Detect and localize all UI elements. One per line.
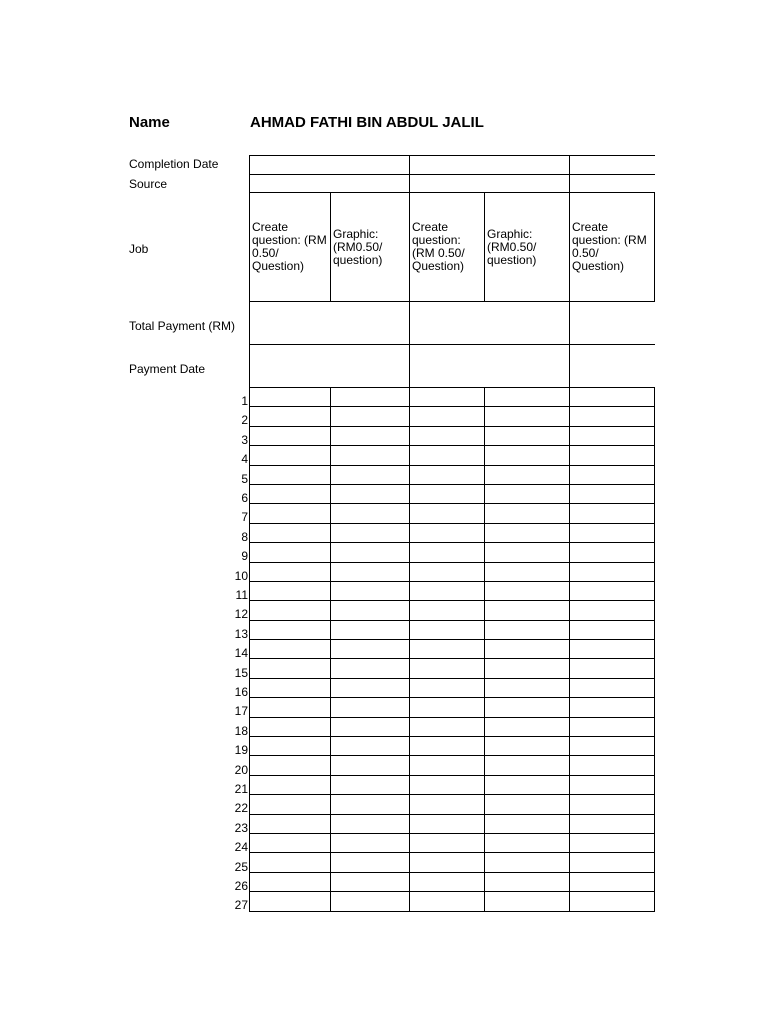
entry-cell[interactable] — [485, 814, 570, 833]
entry-cell[interactable] — [410, 698, 485, 717]
row-number: 20 — [234, 762, 248, 777]
entry-cell[interactable] — [250, 795, 331, 814]
entry-cell[interactable] — [570, 737, 655, 756]
entry-cell[interactable] — [485, 446, 570, 465]
entry-cell[interactable] — [331, 833, 410, 852]
total-payment-cell[interactable] — [250, 302, 410, 345]
entry-cell[interactable] — [250, 775, 331, 794]
entry-cell[interactable] — [485, 581, 570, 600]
entry-cell[interactable] — [331, 465, 410, 484]
entry-cell[interactable] — [331, 446, 410, 465]
table-row — [250, 659, 655, 678]
table-row — [250, 892, 655, 911]
entry-cell[interactable] — [570, 872, 655, 891]
payment-date-row — [250, 345, 655, 388]
entry-cell[interactable] — [250, 756, 331, 775]
row-number: 5 — [241, 471, 248, 486]
entry-cell[interactable] — [250, 659, 331, 678]
entry-cell[interactable] — [410, 407, 485, 426]
table-row — [250, 737, 655, 756]
entry-cell[interactable] — [250, 678, 331, 697]
table-row — [250, 756, 655, 775]
entry-cell[interactable] — [570, 562, 655, 581]
row-number: 9 — [241, 549, 248, 564]
source-row — [250, 175, 655, 193]
entry-cell[interactable] — [250, 581, 331, 600]
entry-cell[interactable] — [485, 775, 570, 794]
table-row — [250, 388, 655, 407]
entry-cell[interactable] — [410, 388, 485, 407]
entry-cell[interactable] — [331, 892, 410, 911]
table-row — [250, 872, 655, 891]
table-row — [250, 620, 655, 639]
entry-cell[interactable] — [410, 814, 485, 833]
row-number: 12 — [234, 607, 248, 622]
entry-cell[interactable] — [250, 523, 331, 542]
entry-cell[interactable] — [331, 504, 410, 523]
job-column-header: Create question: (RM 0.50/ Question) — [250, 193, 331, 302]
name-label: Name — [129, 114, 170, 131]
table-row — [250, 717, 655, 736]
entry-cell[interactable] — [410, 562, 485, 581]
entry-cell[interactable] — [570, 775, 655, 794]
entry-cell[interactable] — [331, 523, 410, 542]
entry-cell[interactable] — [570, 407, 655, 426]
entry-cell[interactable] — [570, 543, 655, 562]
entry-cell[interactable] — [410, 795, 485, 814]
entry-cell[interactable] — [331, 562, 410, 581]
entry-cell[interactable] — [410, 620, 485, 639]
entry-cell[interactable] — [331, 795, 410, 814]
entry-cell[interactable] — [331, 756, 410, 775]
table-row — [250, 795, 655, 814]
entry-cell[interactable] — [485, 407, 570, 426]
entry-cell[interactable] — [485, 388, 570, 407]
entry-cell[interactable] — [485, 504, 570, 523]
entry-cell[interactable] — [250, 446, 331, 465]
entry-cell[interactable] — [485, 717, 570, 736]
row-number: 27 — [234, 898, 248, 913]
table-row — [250, 833, 655, 852]
entry-cell[interactable] — [570, 504, 655, 523]
payment-grid — [249, 155, 655, 912]
entry-cell[interactable] — [250, 814, 331, 833]
entry-cell[interactable] — [570, 523, 655, 542]
entry-cell[interactable] — [410, 426, 485, 445]
entry-cell[interactable] — [250, 388, 331, 407]
entry-cell[interactable] — [485, 562, 570, 581]
entry-cell[interactable] — [410, 678, 485, 697]
table-row — [250, 775, 655, 794]
row-number: 1 — [241, 394, 248, 408]
row-number: 7 — [241, 510, 248, 525]
table-row — [250, 446, 655, 465]
table-row — [250, 601, 655, 620]
entry-cell[interactable] — [331, 426, 410, 445]
entry-cell[interactable] — [570, 465, 655, 484]
entry-cell[interactable] — [250, 872, 331, 891]
entry-cell[interactable] — [570, 717, 655, 736]
payment-date-label: Payment Date — [129, 362, 206, 376]
entry-cell[interactable] — [570, 601, 655, 620]
entry-cell[interactable] — [570, 892, 655, 911]
entry-cell[interactable] — [410, 892, 485, 911]
entry-cell[interactable] — [570, 795, 655, 814]
entry-cell[interactable] — [331, 775, 410, 794]
entry-cell[interactable] — [331, 407, 410, 426]
row-number: 14 — [234, 646, 248, 661]
entry-cell[interactable] — [570, 833, 655, 852]
table-row — [250, 543, 655, 562]
entry-cell[interactable] — [485, 872, 570, 891]
source-label: Source — [129, 177, 168, 191]
job-row — [250, 193, 655, 302]
entry-cell[interactable] — [250, 543, 331, 562]
entry-cell[interactable] — [485, 601, 570, 620]
entry-cell[interactable] — [570, 446, 655, 465]
entry-cell[interactable] — [485, 833, 570, 852]
completion-date-label: Completion Date — [129, 157, 219, 171]
payment-date-cell[interactable] — [570, 345, 655, 388]
row-number: 21 — [234, 782, 248, 796]
completion-date-cell[interactable] — [410, 156, 570, 175]
entry-cell[interactable] — [570, 698, 655, 717]
row-number: 26 — [234, 879, 248, 893]
job-column-header: Graphic: (RM0.50/ question) — [331, 193, 410, 302]
entry-cell[interactable] — [485, 659, 570, 678]
entry-cell[interactable] — [410, 446, 485, 465]
payment-date-cell[interactable] — [250, 345, 410, 388]
entry-cell[interactable] — [570, 484, 655, 503]
entry-cell[interactable] — [410, 601, 485, 620]
row-number: 11 — [235, 588, 248, 602]
completion-date-row — [250, 156, 655, 175]
entry-cell[interactable] — [331, 388, 410, 407]
entry-cell[interactable] — [485, 640, 570, 659]
entry-cell[interactable] — [485, 756, 570, 775]
entry-cell[interactable] — [250, 717, 331, 736]
row-number: 8 — [241, 529, 248, 544]
entry-cell[interactable] — [570, 814, 655, 833]
entry-cell[interactable] — [485, 853, 570, 872]
entry-cell[interactable] — [570, 659, 655, 678]
row-number: 19 — [234, 743, 248, 758]
entry-cell[interactable] — [331, 581, 410, 600]
entry-cell[interactable] — [485, 465, 570, 484]
entry-cell[interactable] — [570, 678, 655, 697]
entry-cell[interactable] — [570, 426, 655, 445]
row-number: 4 — [241, 452, 248, 467]
entry-cell[interactable] — [250, 562, 331, 581]
row-number: 10 — [234, 568, 248, 583]
entry-cell[interactable] — [410, 581, 485, 600]
entry-cell[interactable] — [250, 853, 331, 872]
row-number: 6 — [241, 491, 248, 505]
entry-cell[interactable] — [331, 543, 410, 562]
entry-cell[interactable] — [250, 737, 331, 756]
entry-cell[interactable] — [410, 737, 485, 756]
entry-cell[interactable] — [485, 678, 570, 697]
source-cell[interactable] — [410, 175, 570, 193]
source-cell[interactable] — [250, 175, 410, 193]
entry-cell[interactable] — [331, 484, 410, 503]
table-row — [250, 581, 655, 600]
payment-date-cell[interactable] — [410, 345, 570, 388]
entry-cell[interactable] — [250, 504, 331, 523]
entry-cell[interactable] — [331, 678, 410, 697]
table-row — [250, 407, 655, 426]
table-row — [250, 523, 655, 542]
entry-cell[interactable] — [331, 872, 410, 891]
entry-cell[interactable] — [250, 698, 331, 717]
entry-cell[interactable] — [410, 717, 485, 736]
entry-cell[interactable] — [485, 426, 570, 445]
entry-cell[interactable] — [250, 640, 331, 659]
completion-date-cell[interactable] — [570, 156, 655, 175]
entry-cell[interactable] — [331, 717, 410, 736]
entry-cell[interactable] — [331, 698, 410, 717]
entry-cell[interactable] — [410, 853, 485, 872]
job-column-header: Graphic: (RM0.50/ question) — [485, 193, 570, 302]
entry-cell[interactable] — [250, 892, 331, 911]
entry-cell[interactable] — [485, 484, 570, 503]
table-row — [250, 698, 655, 717]
entry-cell[interactable] — [250, 465, 331, 484]
entry-cell[interactable] — [331, 737, 410, 756]
entry-cell[interactable] — [410, 640, 485, 659]
job-label: Job — [129, 242, 149, 256]
entry-cell[interactable] — [250, 484, 331, 503]
entry-cell[interactable] — [410, 833, 485, 852]
entry-cell[interactable] — [331, 853, 410, 872]
entry-cell[interactable] — [410, 484, 485, 503]
completion-date-cell[interactable] — [250, 156, 410, 175]
entry-cell[interactable] — [250, 426, 331, 445]
entry-cell[interactable] — [410, 659, 485, 678]
entry-cell[interactable] — [410, 756, 485, 775]
entry-cell[interactable] — [410, 872, 485, 891]
entry-cell[interactable] — [485, 543, 570, 562]
entry-cell[interactable] — [570, 640, 655, 659]
table-row — [250, 853, 655, 872]
row-number: 22 — [234, 801, 248, 816]
entry-cell[interactable] — [250, 407, 331, 426]
entry-cell[interactable] — [485, 523, 570, 542]
entry-cell[interactable] — [485, 698, 570, 717]
table-row — [250, 562, 655, 581]
entry-cell[interactable] — [331, 620, 410, 639]
row-number: 16 — [234, 685, 248, 699]
total-payment-label: Total Payment (RM) — [129, 319, 236, 333]
entry-cell[interactable] — [570, 581, 655, 600]
table-row — [250, 465, 655, 484]
total-payment-cell[interactable] — [570, 302, 655, 345]
table-row — [250, 426, 655, 445]
total-payment-row — [250, 302, 655, 345]
row-number: 3 — [241, 432, 248, 447]
entry-cell[interactable] — [250, 620, 331, 639]
entry-cell[interactable] — [331, 640, 410, 659]
job-column-header: Create question: (RM 0.50/ Question) — [410, 193, 485, 302]
entry-cell[interactable] — [485, 892, 570, 911]
entry-cell[interactable] — [570, 853, 655, 872]
table-row — [250, 504, 655, 523]
entry-cell[interactable] — [410, 504, 485, 523]
entry-cell[interactable] — [410, 543, 485, 562]
table-row — [250, 640, 655, 659]
row-number: 18 — [234, 723, 248, 738]
row-number: 15 — [234, 665, 248, 680]
row-number: 25 — [234, 859, 248, 874]
table-row — [250, 484, 655, 503]
entry-cell[interactable] — [331, 659, 410, 678]
entry-cell[interactable] — [331, 814, 410, 833]
row-number: 23 — [234, 820, 248, 835]
entry-cell[interactable] — [250, 833, 331, 852]
table-row — [250, 814, 655, 833]
entry-cell[interactable] — [410, 523, 485, 542]
row-number: 13 — [234, 626, 248, 641]
entry-cell[interactable] — [250, 601, 331, 620]
entry-cell[interactable] — [570, 620, 655, 639]
entry-cell[interactable] — [570, 388, 655, 407]
row-number: 24 — [234, 840, 248, 855]
entry-cell[interactable] — [485, 620, 570, 639]
entry-cell[interactable] — [485, 795, 570, 814]
row-number: 17 — [234, 704, 248, 719]
name-value: AHMAD FATHI BIN ABDUL JALIL — [250, 114, 484, 131]
table-row — [250, 678, 655, 697]
row-number: 2 — [241, 413, 248, 428]
total-payment-cell[interactable] — [410, 302, 570, 345]
entry-cell[interactable] — [410, 775, 485, 794]
entry-cell[interactable] — [410, 465, 485, 484]
entry-cell[interactable] — [331, 601, 410, 620]
entry-cell[interactable] — [485, 737, 570, 756]
job-column-header: Create question: (RM 0.50/ Question) — [570, 193, 655, 302]
entry-cell[interactable] — [570, 756, 655, 775]
source-cell[interactable] — [570, 175, 655, 193]
